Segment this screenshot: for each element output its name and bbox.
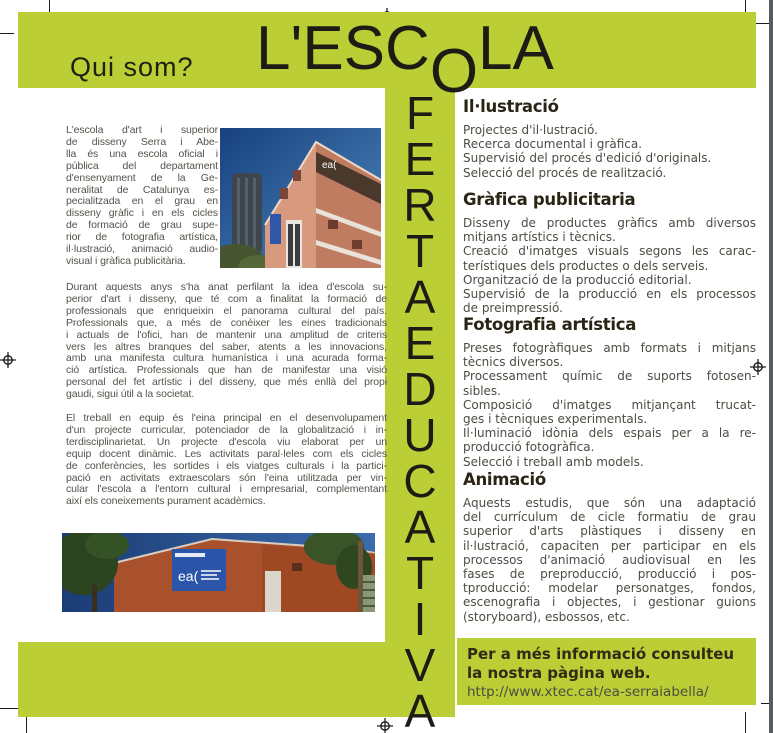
- text-line: de disseny Serra i Abe-: [66, 135, 218, 148]
- scan-edge: [769, 0, 773, 733]
- title-part: LA: [478, 14, 554, 83]
- text-line: V: [404, 639, 436, 691]
- text-line: mitjans artístics i tècnics.: [463, 230, 616, 245]
- text-line: tproducció: modelar personatges, fondos,: [463, 581, 756, 596]
- text-line: Projectes d'il·lustració.: [463, 123, 598, 137]
- text-line: del currículum de cicle formatiu de grau: [463, 510, 756, 525]
- text-line: il·lustració, animació audio-: [66, 243, 218, 256]
- crop-mark: [0, 33, 14, 34]
- text-line: visual i gràfica publicitària.: [66, 254, 186, 267]
- text-line: neralitat de Catalunya es-: [66, 183, 218, 196]
- section-body: [463, 341, 756, 469]
- text-line: F: [405, 87, 435, 139]
- page-title: [256, 14, 554, 106]
- info-line: la nostra pàgina web.: [467, 664, 651, 682]
- text-line: (storyboard), esbossos, etc.: [463, 609, 630, 624]
- text-line: Disseny de productes gràfics amb diversos: [463, 216, 756, 230]
- text-line: terístiques dels productes o dels serveis.: [463, 258, 709, 273]
- text-line: amb una manifesta cultura humanística i una acurada forma-: [66, 352, 387, 365]
- text-line: Supervisió de la producció en els processos: [463, 287, 756, 302]
- registration-mark-icon: [377, 718, 393, 733]
- school-entrance-photo: [62, 533, 375, 612]
- text-line: i actuals de l'ofici, han de mantenir una amplitud de criteris: [66, 328, 387, 341]
- section-fotografia-artistica: [463, 315, 756, 469]
- text-line: Selecció del procés de realització.: [463, 165, 667, 180]
- page-subtitle: Qui som?: [70, 52, 194, 82]
- text-line: Organització de la producció editorial.: [463, 272, 692, 287]
- text-line: Selecció i treball amb models.: [463, 454, 644, 469]
- text-line: Processament químic de suports fotosen-: [463, 369, 756, 384]
- crop-mark: [745, 712, 746, 733]
- text-line: A: [404, 271, 436, 323]
- text-line: ció artística. Professionals que han de manifestar una visió: [66, 364, 387, 377]
- text-line: professionals que enriqueixin el panorama cultural del país.: [66, 304, 387, 317]
- text-line: d'un projecte curricular, potenciador de la globalització i in-: [66, 423, 387, 436]
- section-heading: Animació: [463, 470, 546, 489]
- title-part: L'ESC: [256, 14, 430, 83]
- text-line: Preses fotogràfiques amb formats i mitjans: [463, 341, 756, 355]
- text-line: il·lustració, capaciten per participar en els: [463, 538, 756, 553]
- text-line: equip docent dinàmic. Les activitats paral·leles com els cicles: [66, 447, 387, 460]
- info-line: Per a més informació consulteu: [467, 645, 735, 663]
- teamwork-paragraph: [66, 413, 387, 508]
- text-line: U: [403, 409, 437, 461]
- text-line: gaudi, sigui útil a la societat.: [66, 388, 195, 401]
- text-line: pació en activitats extraescolars són l'eina utilitzada per vin-: [66, 471, 387, 484]
- text-line: Composició d'imatges mitjançant trucat-: [463, 397, 756, 412]
- text-line: E: [404, 317, 436, 369]
- text-line: personal del fet artístic i del disseny, que més enllà del propi: [66, 376, 387, 389]
- text-line: T: [405, 547, 435, 599]
- section-illustracio: [463, 97, 756, 180]
- text-line: Il·luminació idònia dels espais per a la re-: [463, 426, 756, 441]
- title-dipped-o: O: [429, 37, 479, 106]
- text-line: de preimpressió.: [463, 301, 563, 316]
- text-line: Supervisió del procés d'edició d'originals.: [463, 151, 712, 166]
- text-line: El treball en equip és l'eina principal en el desenvolupament: [66, 412, 387, 424]
- section-grafica-publicitaria: [463, 190, 756, 315]
- section-animacio: [463, 470, 756, 624]
- text-line: perior d'art i disseny, que té com a finalitat la formació de: [66, 292, 387, 305]
- text-line: D: [403, 363, 437, 415]
- text-line: A: [404, 685, 436, 733]
- school-building-photo: [220, 128, 381, 268]
- text-line: cular l'escola a l'entorn cultural i empresarial, complementant: [66, 483, 387, 496]
- text-line: Aquests estudis, que són una adaptació: [463, 496, 756, 510]
- text-line: producció fotogràfica.: [463, 440, 595, 455]
- text-line: R: [403, 179, 437, 231]
- registration-mark-icon: [0, 352, 16, 368]
- section-heading: Gràfica publicitaria: [463, 190, 636, 209]
- section-body: [463, 216, 756, 315]
- text-line: E: [404, 133, 436, 185]
- text-line: escenografia i objectes, i gestionar guions: [463, 595, 756, 610]
- section-heading: Fotografia artística: [463, 315, 637, 334]
- text-line: C: [403, 455, 437, 507]
- text-line: Professionals que, a més de conèixer les eines tradicionals: [66, 316, 387, 329]
- bottom-banner: [18, 642, 385, 717]
- section-body: [463, 496, 756, 624]
- more-info-box: [457, 638, 756, 705]
- section-heading: Il·lustració: [463, 97, 559, 116]
- text-line: T: [405, 225, 435, 277]
- text-line: així els coneixements purament acadèmics.: [66, 495, 266, 508]
- vertical-word-strip: [385, 87, 455, 733]
- text-line: d'ensenyament de la Ge-: [66, 171, 218, 184]
- text-line: vers les altres branques del saber, atents a les innovacions,: [66, 340, 387, 353]
- text-line: ges i tècniques experimentals.: [463, 412, 648, 427]
- text-line: lla és una escola oficial i: [66, 147, 218, 160]
- text-line: superior d'arts plàstiques i disseny en: [463, 524, 756, 539]
- text-line: I: [413, 593, 427, 645]
- text-line: rior de fotografia artística,: [66, 231, 218, 244]
- text-line: A: [404, 501, 436, 553]
- text-line: de formació de grau supe-: [66, 219, 218, 232]
- text-line: Durant aquests anys s'ha anat perfilant la idea d'escola su-: [66, 281, 387, 293]
- text-line: processos d'animació audiovisual en les: [463, 552, 756, 567]
- crop-mark: [26, 716, 27, 733]
- text-line: de conferències, les sortides i els viatges culturals i la partici-: [66, 459, 387, 472]
- website-url-link[interactable]: http://www.xtec.cat/ea-serraiabella/: [467, 684, 709, 700]
- ea-sign-label: ea(: [322, 160, 337, 171]
- text-line: tècnics diversos.: [463, 355, 564, 370]
- text-line: sibles.: [463, 383, 501, 398]
- text-line: fases de preproducció, producció i pos-: [463, 567, 756, 582]
- text-line: pecialitzada en el grau en: [66, 195, 218, 208]
- text-line: L'escola d'art i superior: [66, 124, 218, 136]
- text-line: disseny gràfic i en els cicles: [66, 207, 218, 220]
- text-line: Creació d'imatges visuals segons les carac-: [463, 244, 756, 259]
- text-line: pública del departament: [66, 159, 218, 172]
- intro-paragraph: [66, 125, 218, 268]
- history-paragraph: [66, 282, 387, 401]
- section-body: [463, 123, 756, 180]
- text-line: terdisciplinarietat. Un projecte d'escola viu elaborat per un: [66, 435, 387, 448]
- crop-mark: [0, 708, 18, 709]
- ea-sign-label: ea(: [178, 568, 199, 584]
- text-line: Recerca documental i gràfica.: [463, 137, 643, 152]
